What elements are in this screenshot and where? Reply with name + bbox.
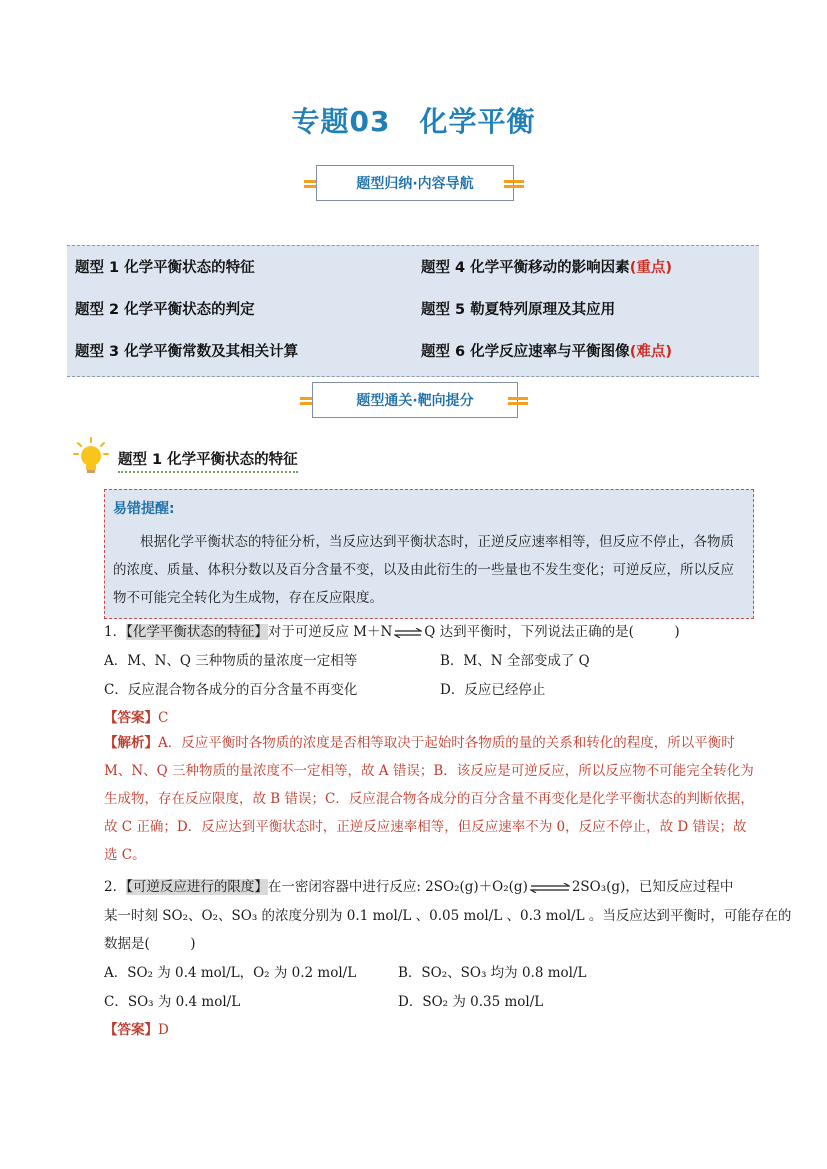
toc-item-1[interactable] [75, 256, 255, 277]
toc-item-4[interactable] [421, 256, 672, 277]
explanation-text: A．反应平衡时各物质的浓度是否相等取决于起始时各物质的量的关系和转化的程度，所以平衡时 M、N、Q 三种物质的量浓度不一定相等，故 A 错误；B．该反应是可逆反应，所以反应物不可能完全转化为生成物，存在反应限度，故 B 错误；C．反应混合物各成分的百分含量不再变化是化学平衡状态的判断依据，故 C 正确；D．反应达到平衡状态时，正逆反应速率相等，但反应速率不为 0，反应不停止，故 D 错误；故选 C。 [104, 735, 754, 863]
toc-item-label: 题型 2 化学平衡状态的判定 [75, 302, 255, 318]
nav-label: 题型通关·靶向提分 [356, 393, 474, 409]
option-c: C．SO₃ 为 0.4 mol/L [104, 994, 241, 1010]
question-tag: 【可逆反应进行的限度】 [126, 879, 268, 895]
equilibrium-arrow-icon [394, 628, 422, 638]
option-b: B．M、N 全部变成了 Q [440, 653, 590, 669]
option-b: B．SO₂、SO₃ 均为 0.8 mol/L [398, 965, 587, 981]
answer-line [104, 706, 168, 726]
equal-mark-icon [504, 178, 524, 190]
toc-item-2[interactable] [75, 298, 255, 319]
answer-label: 【答案】 [104, 710, 158, 726]
question-2-stem-line3: 数据是( ) [104, 936, 196, 952]
nav-header-2 [300, 382, 528, 422]
toc-item-label: 题型 1 化学平衡状态的特征 [75, 260, 255, 276]
toc-item-5[interactable] [421, 298, 615, 319]
explanation [104, 729, 754, 869]
question-text: 2SO₃(g)，已知反应过程中 [571, 879, 734, 895]
question-1-stem [104, 620, 680, 640]
option-c: C．反应混合物各成分的百分含量不再变化 [104, 682, 358, 698]
nav-label: 题型归纳·内容导航 [356, 176, 474, 192]
question-text: Q 达到平衡时，下列说法正确的是( ) [424, 624, 680, 640]
equilibrium-arrow-icon [530, 883, 570, 893]
tip-heading: 易错提醒: [113, 501, 175, 517]
nav-box [312, 382, 518, 418]
toc-item-tag: (重点) [629, 260, 672, 276]
toc-item-label: 题型 6 化学反应速率与平衡图像 [421, 344, 630, 360]
toc-item-label: 题型 5 勒夏特列原理及其应用 [421, 302, 616, 318]
toc-item-6[interactable] [421, 340, 672, 361]
equal-mark-icon [508, 395, 528, 407]
answer-label: 【答案】 [104, 1022, 158, 1038]
lightbulb-icon [72, 436, 110, 478]
nav-box [316, 165, 514, 201]
explanation-label: 【解析】 [104, 735, 158, 751]
tip-box [104, 489, 754, 619]
answer-value: D [158, 1022, 169, 1038]
question-text: 对于可逆反应 M＋N [267, 624, 393, 640]
option-a: A．M、N、Q 三种物质的量浓度一定相等 [104, 653, 358, 669]
toc-item-tag: (难点) [629, 344, 672, 360]
question-number: 2． [104, 879, 127, 895]
question-2-stem-line2: 某一时刻 SO₂、O₂、SO₃ 的浓度分别为 0.1 mol/L 、0.05 mol/L 、0.3 mol/L 。当反应达到平衡时，可能存在的 [104, 908, 792, 924]
page-title: 专题03 化学平衡 [291, 105, 536, 138]
nav-header-1 [304, 165, 524, 205]
toc-item-3[interactable] [75, 340, 298, 361]
toc-panel [67, 245, 759, 377]
toc-item-label: 题型 3 化学平衡常数及其相关计算 [75, 344, 299, 360]
answer-line [104, 1018, 169, 1038]
section-title: 题型 1 化学平衡状态的特征 [118, 448, 298, 473]
toc-item-label: 题型 4 化学平衡移动的影响因素 [421, 260, 630, 276]
question-2-stem [104, 875, 733, 895]
option-d: D．反应已经停止 [440, 682, 546, 698]
answer-value: C [158, 710, 169, 726]
question-text: 在一密闭容器中进行反应: 2SO₂(g)＋O₂(g) [267, 879, 528, 895]
option-d: D．SO₂ 为 0.35 mol/L [398, 994, 544, 1010]
question-number: 1． [104, 624, 127, 640]
tip-body: 根据化学平衡状态的特征分析，当反应达到平衡状态时，正逆反应速率相等，但反应不停止，各物质的浓度、质量、体积分数以及百分含量不变，以及由此衍生的一些量也不发生变化；可逆反应，所以反应物不可能完全转化为生成物，存在反应限度。 [113, 534, 734, 606]
option-a: A．SO₂ 为 0.4 mol/L，O₂ 为 0.2 mol/L [104, 965, 357, 981]
question-tag: 【化学平衡状态的特征】 [126, 624, 268, 640]
